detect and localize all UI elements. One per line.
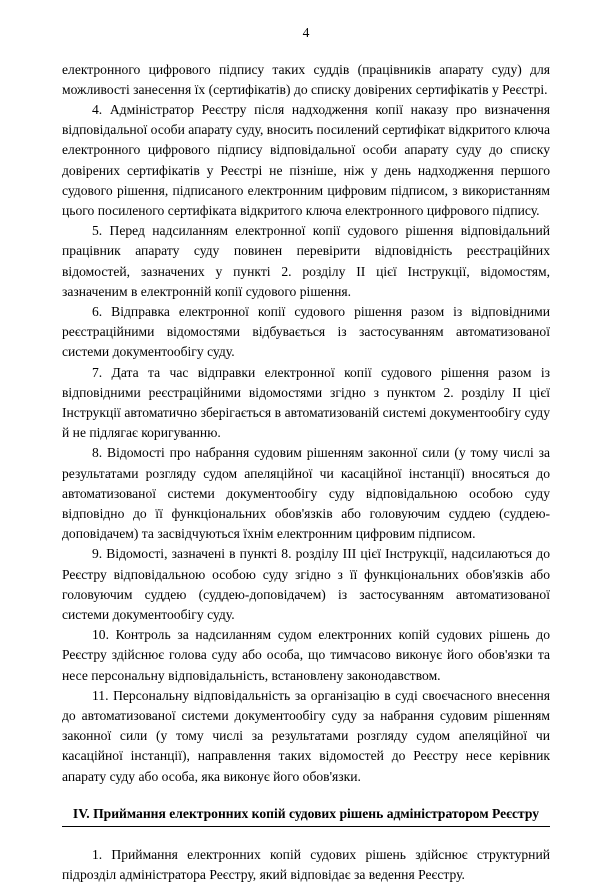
paragraph: 1. Приймання електронних копій судових рішень здійснює структурний підрозділ адміністратора Реєстру, який відповідає за ведення Реєстру. xyxy=(62,847,550,883)
paragraph: 4. Адміністратор Реєстру після надходження копії наказу про визначення відповідальної особи апарату суду, вносить посилений сертифікат відкритого ключа електронного цифрового підпису відповідальної особи апарату суду до списку довірених сертифікатів у Реєстрі не пізніше, ніж у день надходження першого судового рішення, підписаного електронним цифровим підписом, з використанням цього посиленого сертифіката відкритого ключа електронного цифрового підпису. xyxy=(62,101,550,218)
section-heading: IV. Приймання електронних копій судових рішень адміністратором Реєстру xyxy=(62,804,550,827)
paragraph: 9. Відомості, зазначені в пункті 8. розділу III цієї Інструкції, надсилаються до Реєстру відповідальною особою суду згідно з її функціональних обов'язків або головуючим суддею (суддею-доповідачем) із застосуванням автоматизованої системи документообігу суду. xyxy=(62,546,550,622)
paragraph: 8. Відомості про набрання судовим рішенням законної сили (у тому числі за результатами розгляду судом апеляційної чи касаційної інстанції) вносяться до автоматизованої системи документообігу суду відповідальною особою суду відповідно до її функціональних обов'язків або головуючим суддею (суддею-доповідачем) та засвідчуються їхнім електронним цифровим підписом. xyxy=(62,445,550,542)
document-body-after-heading xyxy=(62,845,550,885)
paragraph: 6. Відправка електронної копії судового рішення разом із відповідними реєстраційними відомостями відбувається із застосуванням автоматизованої системи документообігу суду. xyxy=(62,303,550,360)
paragraph: 10. Контроль за надсиланням судом електронних копій судових рішень до Реєстру здійснює голова суду або особа, що тимчасово виконує його обов'язки та несе персональну відповідальність, встановлену законодавством. xyxy=(62,627,550,683)
paragraph: 11. Персональну відповідальність за організацію в суді своєчасного внесення до автоматизованої системи документообігу суду за набрання судовим рішенням законної сили (у тому числі за результатами розгляду судом апеляційної чи касаційної інстанції), направлення таких відомостей до Реєстру несе керівник апарату суду або особа, яка виконує його обов'язки. xyxy=(62,687,550,784)
paragraph: електронного цифрового підпису таких суддів (працівників апарату суду) для можливості занесення їх (сертифікатів) до списку довірених сертифікатів у Реєстрі. xyxy=(62,61,550,97)
paragraph: 7. Дата та час відправки електронної копії судового рішення разом із відповідними реєстраційними відомостями згідно з пунктом 2. розділу II цієї Інструкції автоматично зберігається в автоматизованій системі документообігу суду й не підлягає коригуванню. xyxy=(62,364,550,441)
paragraph: 5. Перед надсиланням електронної копії судового рішення відповідальний працівник апарату суду повинен перевірити відповідність реєстраційних відомостей, зазначених у пункті 2. розділу II цієї Інструкції, відомостям, зазначеним в електронній копії судового рішення. xyxy=(62,223,550,299)
document-body xyxy=(62,60,550,787)
page-number: 4 xyxy=(302,25,310,40)
